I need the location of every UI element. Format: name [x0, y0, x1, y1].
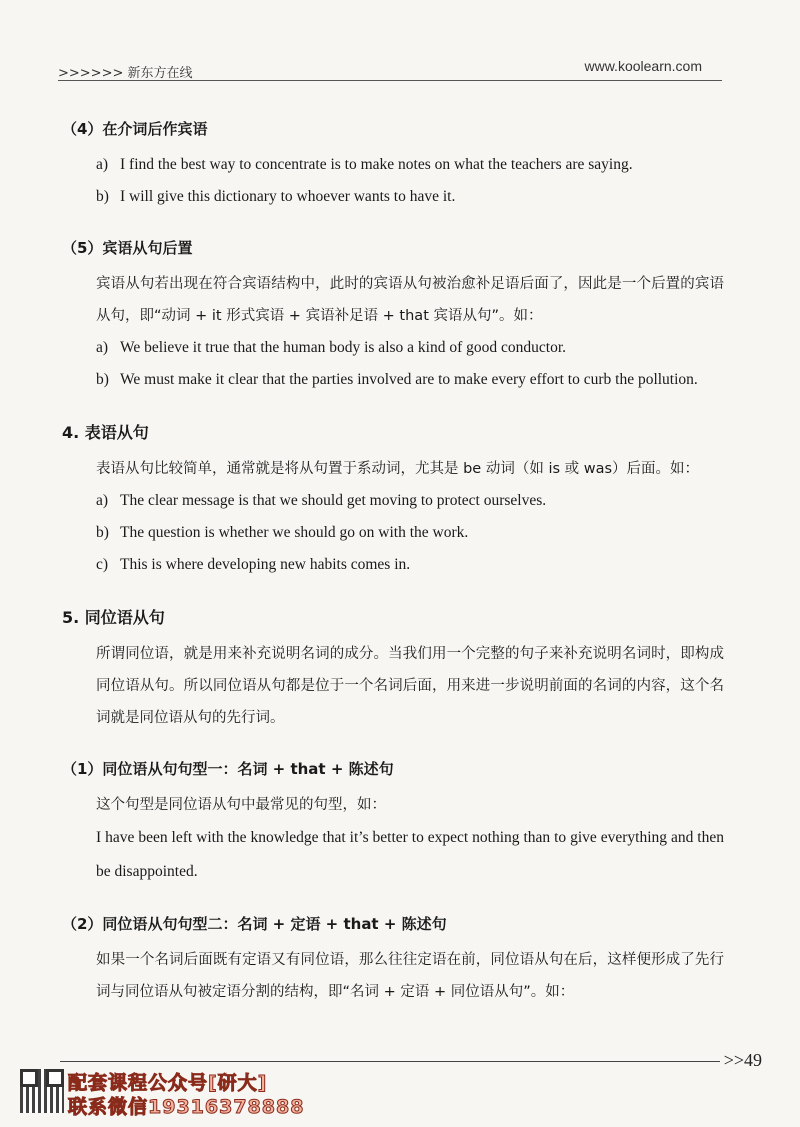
section-4	[62, 118, 724, 213]
list-item: c) This is where developing new habits comes in.	[96, 556, 411, 573]
pattern-2-section	[62, 913, 724, 1008]
section-5	[62, 237, 724, 396]
header-url: www.koolearn.com	[584, 58, 702, 74]
list-item: a) The clear message is that we should get moving to protect ourselves.	[96, 492, 547, 509]
section-4-title: （4）在介词后作宾语	[62, 120, 208, 138]
list-item: a) I find the best way to concentrate is to make notes on what the teachers are saying.	[96, 156, 633, 173]
appositive-clause-section	[62, 605, 724, 734]
footer-divider	[60, 1061, 720, 1062]
predicative-clause-section	[62, 420, 724, 581]
list-item: b) I will give this dictionary to whoever wants to have it.	[96, 188, 456, 205]
predicative-clause-title: 4. 表语从句	[62, 423, 149, 442]
page-content	[62, 118, 724, 1032]
qr-code-icon	[20, 1069, 64, 1113]
appositive-clause-paragraph: 所谓同位语，就是用来补充说明名词的成分。当我们用一个完整的句子来补充说明名词时，即构成同位语从句。所以同位语从句都是位于一个名词后面，用来进一步说明前面的名词的内容，这个名词就是同位语从句的先行词。	[96, 646, 724, 726]
pattern-2-title: （2）同位语从句句型二：名词 + 定语 + that + 陈述句	[62, 915, 447, 933]
appositive-clause-title: 5. 同位语从句	[62, 608, 165, 627]
pattern-1-section	[62, 758, 724, 889]
pattern-1-paragraph: 这个句型是同位语从句中最常见的句型，如：	[96, 797, 386, 813]
list-item: b) The question is whether we should go on with the work.	[96, 524, 469, 541]
page-number: >>49	[723, 1050, 762, 1070]
pattern-1-title: （1）同位语从句句型一：名词 + that + 陈述句	[62, 760, 394, 778]
promo-line-1: 配套课程公众号[研大]	[68, 1072, 268, 1094]
pattern-2-paragraph: 如果一个名词后面既有定语又有同位语，那么往往定语在前，同位语从句在后，这样便形成了先行词与同位语从句被定语分割的结构，即“名词 + 定语 + 同位语从句”。如：	[96, 952, 724, 1000]
list-item: a) We believe it true that the human body is also a kind of good conductor.	[96, 339, 566, 356]
promo-line-2: 联系微信19316378888	[68, 1096, 305, 1118]
pattern-1-example: I have been left with the knowledge that it’s better to expect nothing than to give everything and then be disappointed.	[96, 829, 724, 880]
list-item: b) We must make it clear that the parties involved are to make every effort to curb the pollution.	[96, 371, 698, 388]
predicative-clause-paragraph: 表语从句比较简单，通常就是将从句置于系动词，尤其是 be 动词（如 is 或 was）后面。如：	[96, 461, 700, 477]
section-5-title: （5）宾语从句后置	[62, 239, 193, 257]
header-divider	[58, 80, 722, 81]
header-brand: >>>>>> 新东方在线	[58, 66, 193, 81]
section-5-paragraph: 宾语从句若出现在符合宾语结构中，此时的宾语从句被治愈补足语后面了，因此是一个后置的宾语从句，即“动词 + it 形式宾语 + 宾语补足语 + that 宾语从句”。如：	[96, 276, 724, 324]
